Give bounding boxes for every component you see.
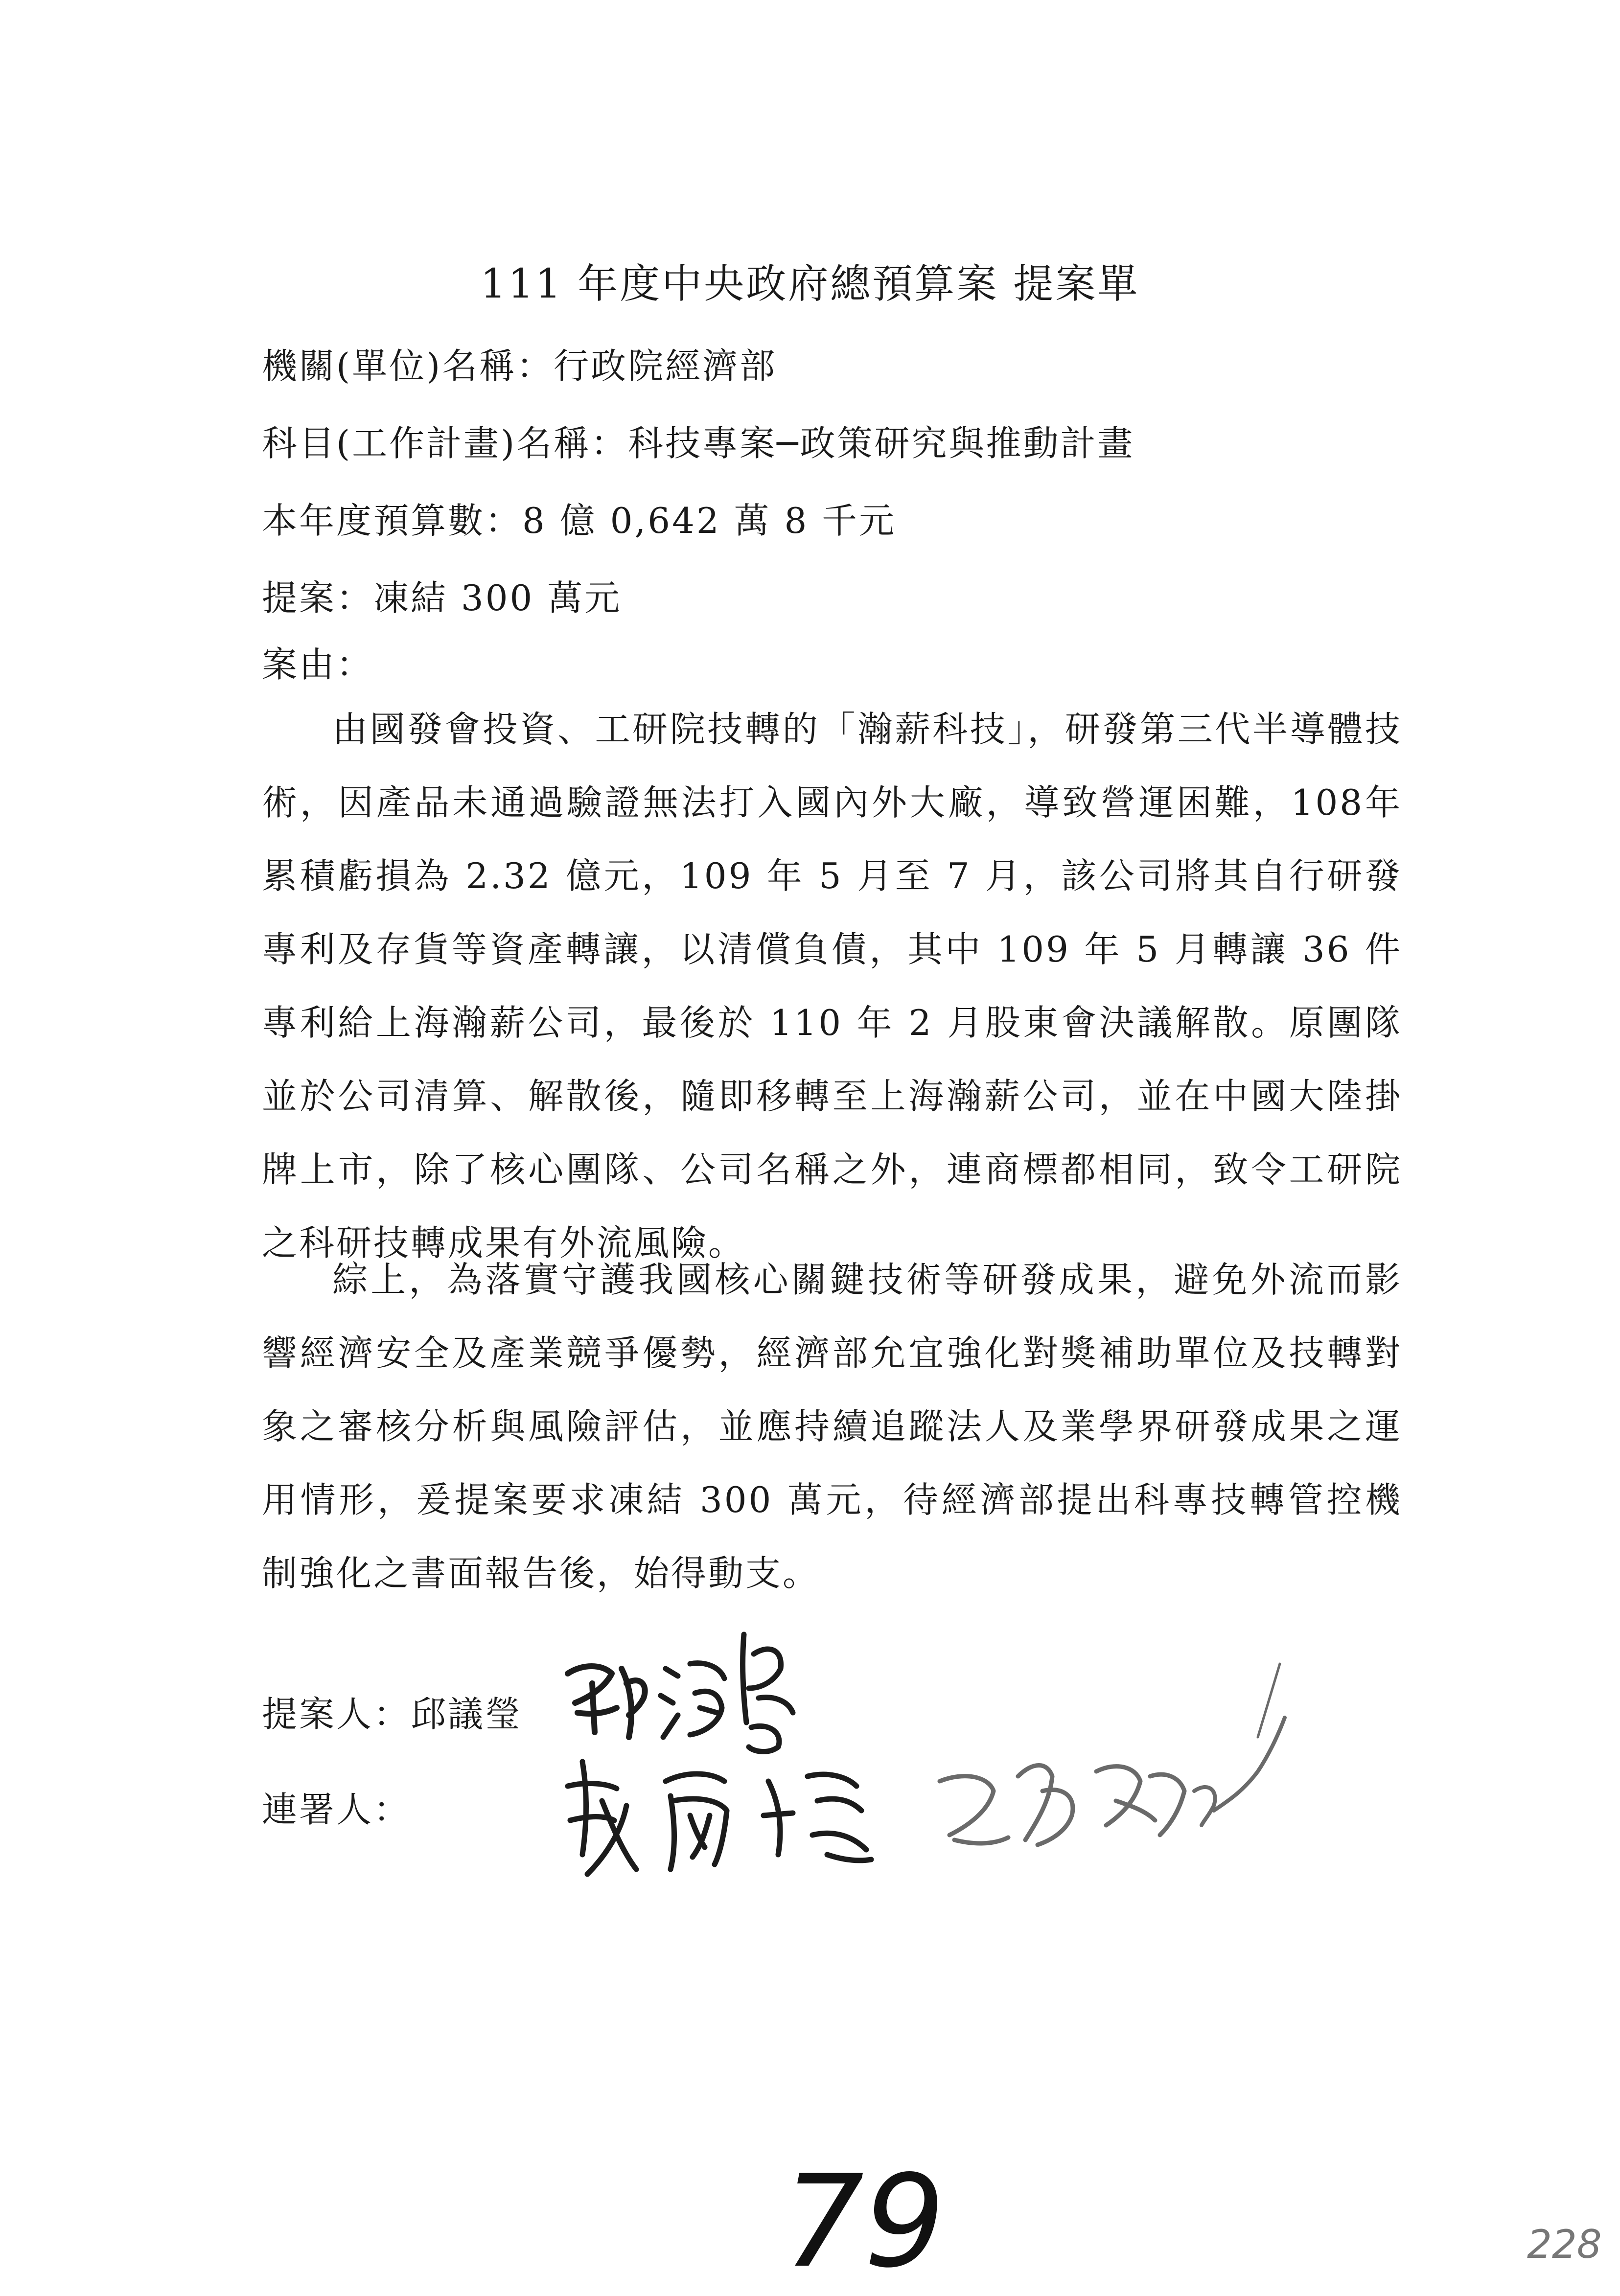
agency-field: 機關(單位)名稱：行政院經濟部 [262, 345, 777, 387]
reason-paragraph-1: 由國發會投資、工研院技轉的「瀚薪科技」，研發第三代半導體技術，因產品未通過驗證無法打入國內外大廠，導致營運困難，108年累積虧損為 2.32 億元，109 年 5 月至 7 月，該公司將其自行研發專利及存貨等資產轉讓，以清償負債，其中 109 年 5 月轉讓 36 件專利給上海瀚薪公司，最後於 110 年 2 月股東會決議解散。原團隊並於公司清算、解散後，隨即移轉至上海瀚薪公司，並在中國大陸掛牌上市，除了核心團隊、公司名稱之外，連商標都相同，致令工研院之科研技轉成果有外流風險。 [262, 709, 1402, 1263]
document-title: 111 年度中央政府總預算案 提案單 [480, 261, 1140, 307]
program-field: 科目(工作計畫)名稱：科技專案─政策研究與推動計畫 [262, 423, 1135, 464]
proposal-field: 提案：凍結 300 萬元 [262, 577, 622, 619]
cosigner-label: 連署人： [262, 1789, 411, 1830]
page-number: 79 [783, 2148, 945, 2296]
proposer-signature [548, 1615, 803, 1762]
reason-label: 案由： [262, 644, 374, 685]
cosigner-signature-2 [920, 1615, 1292, 1889]
reason-paragraph-2: 綜上，為落實守護我國核心關鍵技術等研發成果，避免外流而影響經濟安全及產業競爭優勢，經濟部允宜強化對獎補助單位及技轉對象之審核分析與風險評估，並應持續追蹤法人及業學界研發成果之運用情形，爰提案要求凍結 300 萬元，待經濟部提出科專技轉管控機制強化之書面報告後，始得動支。 [262, 1259, 1402, 1594]
proposer-label: 提案人：邱議瑩 [262, 1694, 523, 1735]
budget-field: 本年度預算數：8 億 0,642 萬 8 千元 [262, 500, 897, 541]
corner-mark: 228 [1527, 2222, 1602, 2267]
cosigner-signature-1 [553, 1742, 886, 1889]
